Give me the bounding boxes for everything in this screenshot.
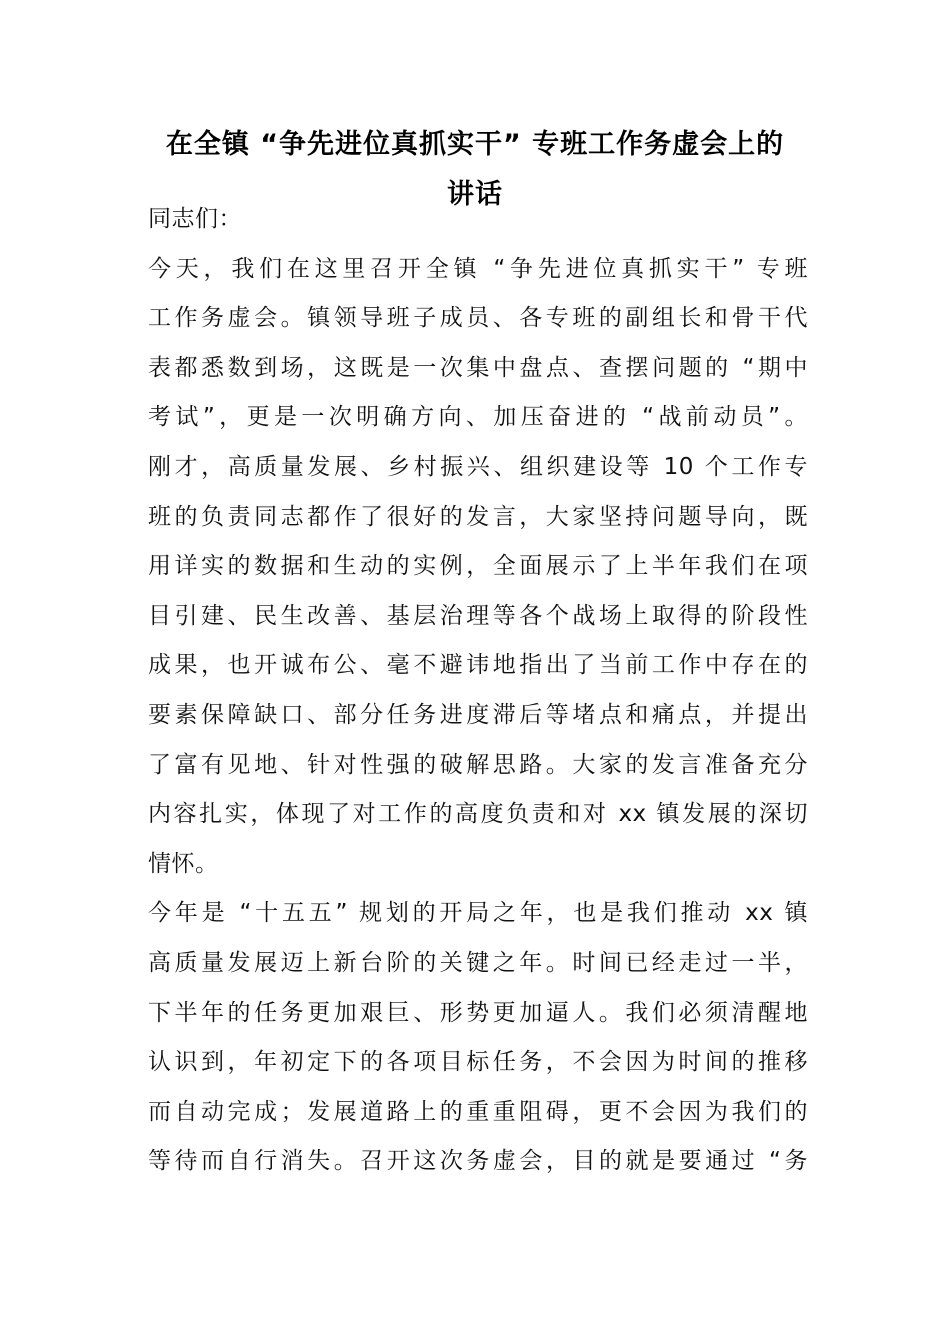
body-line: 班的负责同志都作了很好的发言，大家坚持问题导向，既 (148, 503, 808, 530)
salutation: 同志们： (148, 206, 242, 232)
body-line: 目引建、民生改善、基层治理等各个战场上取得的阶段性 (148, 602, 808, 629)
body-line: 高质量发展迈上新台阶的关键之年。时间已经走过一半， (148, 949, 808, 976)
body-line: 下半年的任务更加艰巨、形势更加逼人。我们必须清醒地 (148, 999, 808, 1026)
title-line-2: 讲话 (447, 179, 503, 210)
body-line: 用详实的数据和生动的实例，全面展示了上半年我们在项 (148, 553, 808, 580)
body-line: 表都悉数到场，这既是一次集中盘点、查摆问题的 “期中 (148, 354, 808, 381)
body-line: 考试”，更是一次明确方向、加压奋进的 “战前动员”。 (148, 404, 808, 431)
title-line-1: 在全镇 “争先进位真抓实干” 专班工作务虚会上的 (165, 129, 785, 160)
body-line: 了富有见地、针对性强的破解思路。大家的发言准备充分 (148, 751, 808, 778)
body-line: 今年是 “十五五” 规划的开局之年，也是我们推动 xx 镇 (148, 900, 808, 927)
body-line: 成果，也开诚布公、毫不避讳地指出了当前工作中存在的 (148, 652, 808, 679)
body-line: 工作务虚会。镇领导班子成员、各专班的副组长和骨干代 (148, 305, 808, 332)
body-line: 要素保障缺口、部分任务进度滞后等堵点和痛点，并提出 (148, 701, 808, 728)
body-line: 认识到，年初定下的各项目标任务，不会因为时间的推移 (148, 1049, 808, 1076)
document-body (148, 195, 808, 1187)
body-line: 情怀。 (148, 850, 219, 877)
body-line: 等待而自行消失。召开这次务虚会，目的就是要通过 “务 (148, 1148, 808, 1175)
body-line: 内容扎实，体现了对工作的高度负责和对 xx 镇发展的深切 (148, 801, 808, 828)
body-line: 刚才，高质量发展、乡村振兴、组织建设等 10 个工作专 (148, 453, 808, 480)
body-line: 而自动完成；发展道路上的重重阻碍，更不会因为我们的 (148, 1098, 808, 1125)
body-line: 今天，我们在这里召开全镇 “争先进位真抓实干” 专班 (148, 255, 808, 282)
